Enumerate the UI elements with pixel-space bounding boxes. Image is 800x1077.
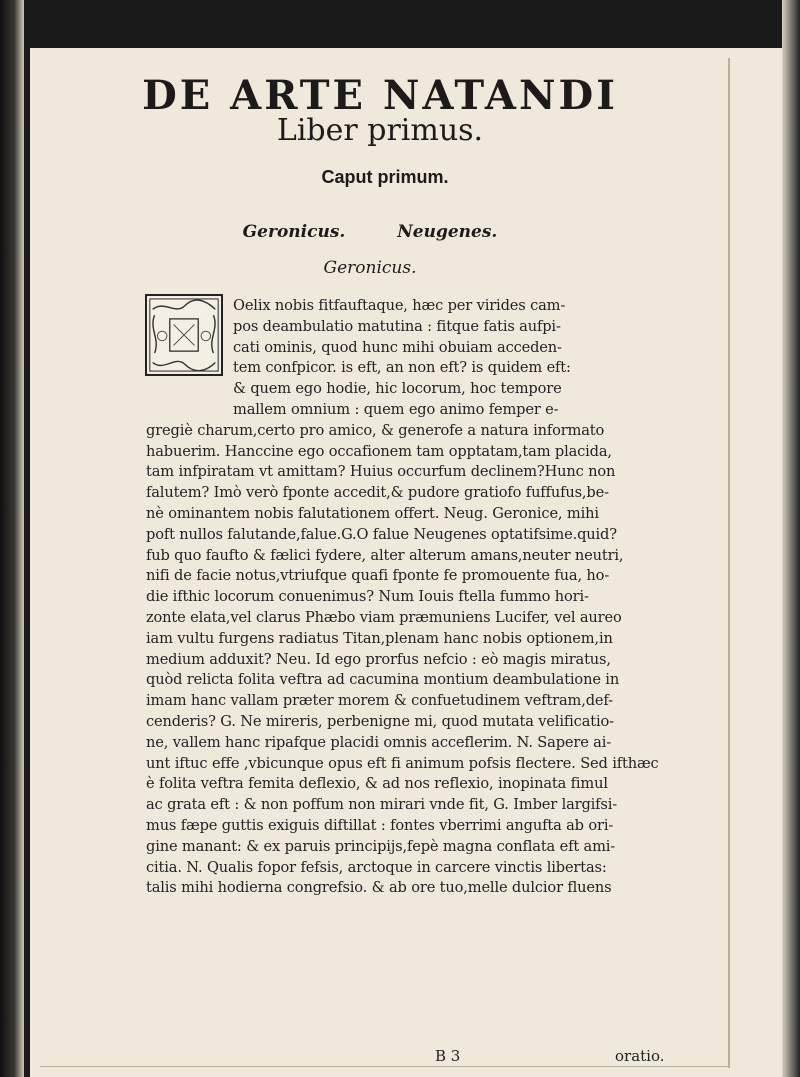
text-line: nè ominantem nobis falutationem offert. Neug. Geronice, mihi (146, 505, 599, 522)
page-border-line (728, 58, 730, 1068)
text-line: gregiè charum,certo pro amico, & generofe a natura informato (146, 421, 605, 439)
text-line: falutem? Imò verò fponte accedit,& pudore gratiofo fuffufus,be- (146, 484, 609, 502)
text-line: mallem omnium : quem ego animo femper e- (233, 401, 559, 418)
text-line: zonte elata,vel clarus Phæbo viam præmuniens Lucifer, vel aureo (146, 609, 622, 626)
speaker-neugenes: Neugenes. (397, 222, 498, 242)
text-line: è folita veftra femita deflexio, & ad nos reflexio, inopinata fimul (146, 775, 608, 793)
text-line: tem confpicor. is eft, an non eft? is quidem eft: (233, 359, 571, 377)
book-subtitle: Liber primus. (276, 113, 484, 148)
text-line: Oelix nobis fitfauftaque, hæc per virides cam- (233, 297, 566, 314)
signature-mark: B 3 (435, 1047, 461, 1065)
text-line: pos deambulatio matutina : fitque fatis aufpi- (233, 317, 561, 335)
text-line: talis mihi hodierna congrefsio. & ab ore tuo,melle dulcior fluens (146, 879, 612, 897)
text-line: ne, vallem hanc ripafque placidi omnis acceflerim. N. Sapere ai- (146, 733, 612, 751)
text-line: iam vultu furgens radiatus Titan,plenam hanc nobis optionem,in (146, 629, 613, 647)
text-line: poft nullos falutande,falue.G.O falue Neugenes optatifsime.quid? (146, 525, 617, 543)
text-line: quòd relicta folita veftra ad cacumina montium deambulatione in (146, 671, 620, 689)
text-line: fub quo faufto & fælici fydere, alter alterum amans,neuter neutri, (146, 546, 624, 564)
text-line: gine manant: & ex paruis principijs,fepè magna conflata eft ami- (146, 837, 616, 855)
text-line: habuerim. Hanccine ego occafionem tam opptatam,tam placida, (146, 442, 612, 460)
dialogue-speakers (200, 222, 540, 242)
text-line: nifi de facie notus,vtriufque quafi fponte fe promouente fua, ho- (146, 567, 610, 585)
text-line: cati ominis, quod hunc mihi obuiam acceden- (233, 338, 562, 356)
text-line: die ifthic locorum conuenimus? Num Iouis ftella fummo hori- (146, 588, 589, 606)
text-line: mus fæpe guttis exiguis diftillat : fontes vberrimi angufta ab ori- (146, 817, 614, 834)
book-title: DE ARTE NATANDI (142, 72, 618, 119)
page-edge (782, 0, 800, 1077)
text-line: tam infpiratam vt amittam? Huius occurfum declinem?Hunc non (146, 463, 616, 481)
ornament-icon (147, 296, 221, 374)
text-line: imam hanc vallam præter morem & confuetudinem veftram,def- (146, 692, 613, 710)
text-line: ac grata eft : & non poffum non mirari vnde fit, G. Imber largifsi- (146, 796, 618, 814)
text-line: & quem ego hodie, hic locorum, hoc tempore (233, 380, 562, 398)
text-line: unt iftuc effe ,vbicunque opus eft fi animum pofsis flectere. Sed ifthæc (146, 754, 659, 772)
chapter-heading: Caput primum. (321, 167, 449, 187)
page-bottom-rule (40, 1066, 730, 1067)
drop-cap-ornament (145, 294, 223, 376)
text-line: citia. N. Qualis fopor fefsis, arctoque in carcere vinctis libertas: (146, 858, 607, 876)
speaker-geronicus: Geronicus. (242, 222, 346, 242)
catchword: oratio. (615, 1047, 665, 1065)
current-speaker: Geronicus. (323, 258, 417, 278)
book-gutter (0, 0, 24, 1077)
text-line: cenderis? G. Ne mireris, perbenigne mi, quod mutata velificatio- (146, 713, 614, 730)
text-line: medium adduxit? Neu. Id ego prorfus nefcio : eò magis miratus, (146, 650, 611, 668)
